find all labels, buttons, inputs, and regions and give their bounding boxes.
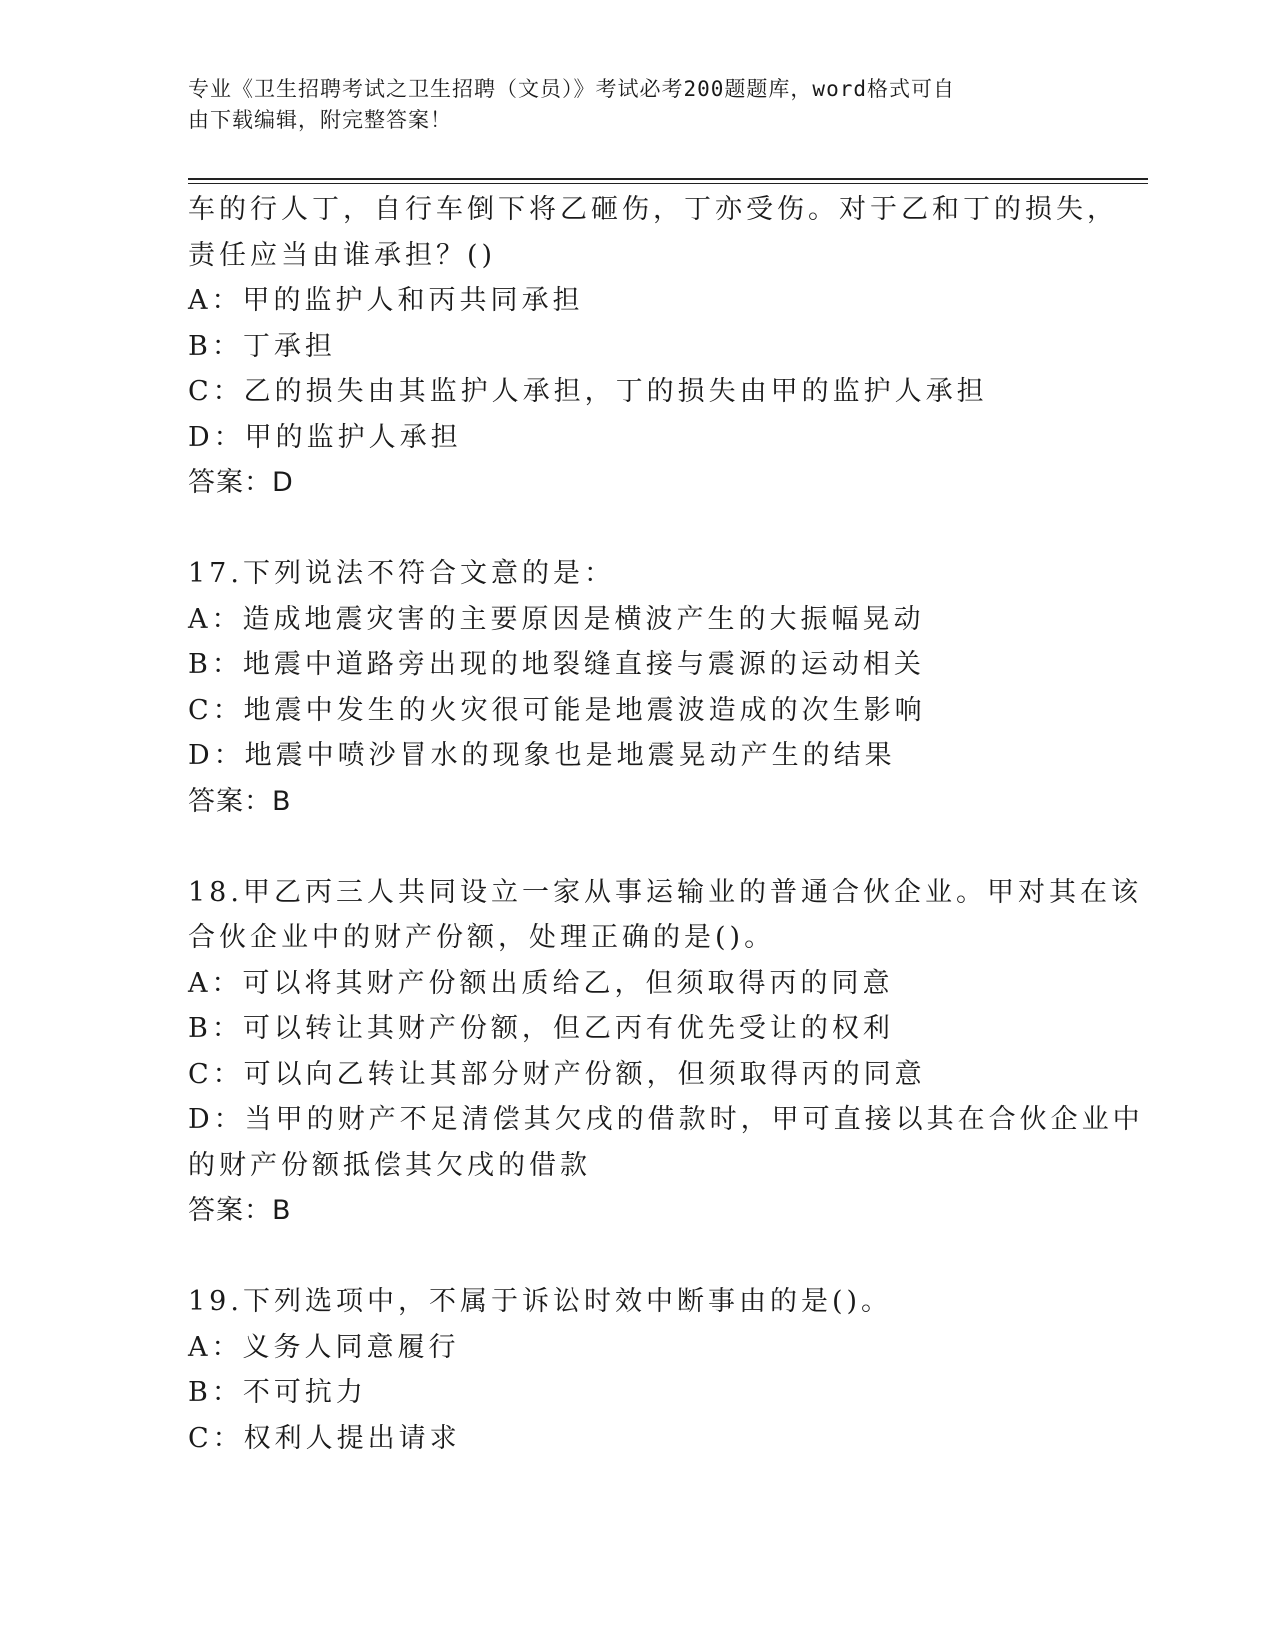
header-line-1: 专业《卫生招聘考试之卫生招聘（文员）》考试必考200题题库，word格式可自 xyxy=(188,77,955,101)
answer: 答案：B xyxy=(188,785,292,817)
question-stem-line: 责任应当由谁承担？() xyxy=(188,239,497,271)
question-19 xyxy=(188,1279,1088,1461)
option-c: C：地震中发生的火灾很可能是地震波造成的次生影响 xyxy=(188,694,926,726)
option-d: D：当甲的财产不足清偿其欠戌的借款时，甲可直接以其在合伙企业中 xyxy=(188,1104,1144,1135)
answer: 答案：B xyxy=(188,1195,292,1226)
option-d-continued: 的财产份额抵偿其欠戌的借款 xyxy=(188,1149,591,1181)
option-a: A：造成地震灾害的主要原因是横波产生的大振幅晃动 xyxy=(188,603,925,635)
question-stem-line: 17.下列说法不符合文意的是： xyxy=(188,558,615,589)
header-divider-thin xyxy=(188,183,1148,184)
option-b: B：不可抗力 xyxy=(188,1377,367,1408)
question-stem-line: 合伙企业中的财产份额，处理正确的是()。 xyxy=(188,922,776,953)
option-d: D：甲的监护人承担 xyxy=(188,421,462,453)
question-stem-line: 18.甲乙丙三人共同设立一家从事运输业的普通合伙企业。甲对其在该 xyxy=(188,876,1142,908)
question-17 xyxy=(188,551,1088,824)
option-c: C：乙的损失由其监护人承担，丁的损失由甲的监护人承担 xyxy=(188,376,988,407)
answer: 答案：D xyxy=(188,467,294,498)
option-b: B：可以转让其财产份额，但乙丙有优先受让的权利 xyxy=(188,1013,894,1044)
option-a: A：可以将其财产份额出质给乙，但须取得丙的同意 xyxy=(188,967,894,999)
question-18 xyxy=(188,870,1144,1234)
header-line-2: 由下载编辑，附完整答案！ xyxy=(188,108,452,132)
option-b: B：地震中道路旁出现的地裂缝直接与震源的运动相关 xyxy=(188,649,925,680)
option-a: A：义务人同意履行 xyxy=(188,1331,460,1363)
question-list xyxy=(188,187,1144,1507)
option-a: A：甲的监护人和丙共同承担 xyxy=(188,285,584,316)
question-16 xyxy=(188,187,1118,506)
question-stem-line: 车的行人丁，自行车倒下将乙砸伤，丁亦受伤。对于乙和丁的损失， xyxy=(188,194,1118,225)
page-header xyxy=(188,74,1068,136)
option-c: C：可以向乙转让其部分财产份额，但须取得丙的同意 xyxy=(188,1058,926,1090)
question-stem-line: 19.下列选项中，不属于诉讼时效中断事由的是()。 xyxy=(188,1286,893,1317)
option-d: D：地震中喷沙冒水的现象也是地震晃动产生的结果 xyxy=(188,740,896,771)
option-b: B：丁承担 xyxy=(188,330,336,362)
header-divider xyxy=(188,178,1148,180)
option-c: C：权利人提出请求 xyxy=(188,1422,461,1454)
